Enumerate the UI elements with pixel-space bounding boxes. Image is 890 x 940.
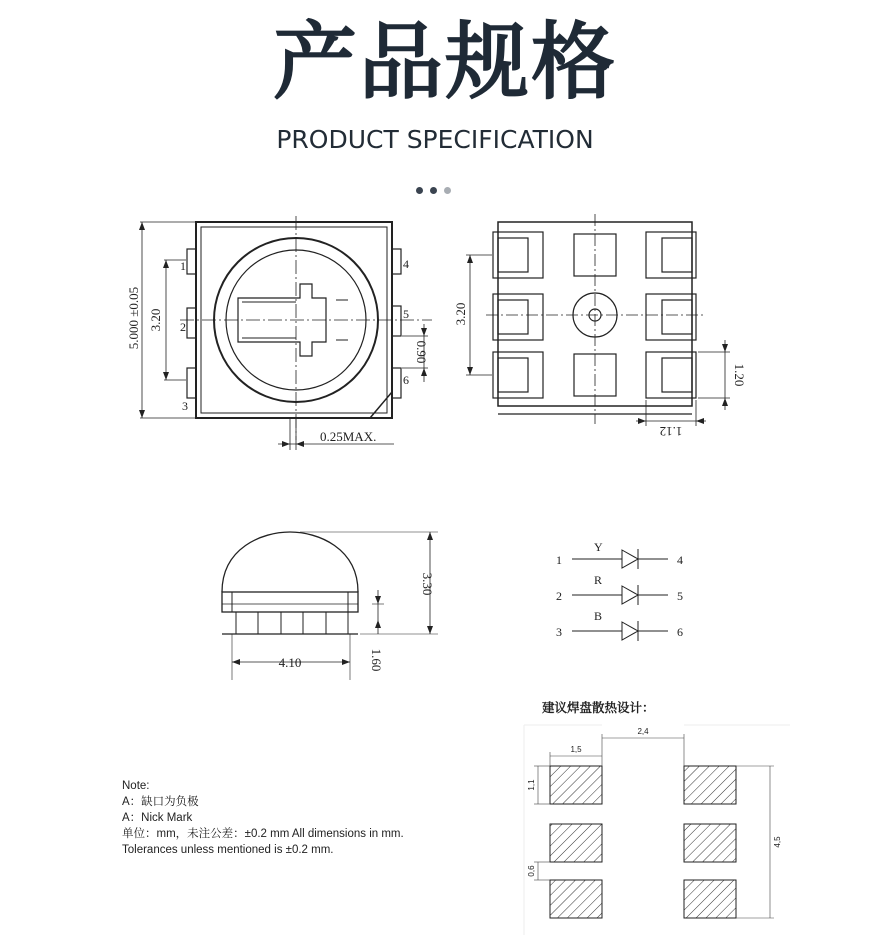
- page-title: 产品规格: [272, 13, 617, 111]
- pad: [493, 232, 543, 278]
- circuit-color: Y: [594, 540, 603, 554]
- note-line: A：Nick Mark: [122, 812, 193, 824]
- pin-pad: [392, 306, 401, 336]
- pin-number: 1: [180, 259, 186, 273]
- circuit-color: B: [594, 609, 603, 623]
- dim-pad-w: 1,5: [570, 745, 582, 754]
- dim-height: 5.000 ±0.05: [126, 286, 141, 350]
- dim-height: 3.30: [420, 572, 435, 596]
- pin-number: 3: [182, 399, 188, 413]
- pin-pad: [187, 308, 196, 338]
- pin-pad: [187, 368, 196, 398]
- pin-number: 2: [180, 320, 186, 334]
- side-view-labels: [279, 573, 435, 672]
- bottom-view: [466, 214, 730, 426]
- solder-pad: [550, 880, 602, 918]
- dim-total: 4,5: [773, 836, 782, 848]
- solder-pad: [684, 824, 736, 862]
- circuit-pin: 1: [556, 553, 562, 567]
- dim-base: 1.60: [369, 648, 384, 672]
- diode: [572, 621, 668, 641]
- pad: [646, 232, 696, 278]
- pad: [493, 352, 543, 398]
- side-view: [222, 532, 438, 680]
- circuit-pin: 2: [556, 589, 562, 603]
- pin-pad: [392, 368, 401, 398]
- circuit-pin: 5: [677, 589, 683, 603]
- lead: [281, 612, 303, 634]
- dim-gap: 2,4: [637, 727, 649, 736]
- circuit-pin: 3: [556, 625, 562, 639]
- page-subtitle: PRODUCT SPECIFICATION: [276, 125, 594, 154]
- pin-pad: [187, 249, 196, 274]
- dim-pad-h: 1.20: [732, 363, 747, 387]
- pad-design-title: 建议焊盘散热设计：: [542, 700, 655, 715]
- dim-pitch: 3.20: [453, 302, 468, 326]
- pin-number: 5: [403, 307, 409, 321]
- circuit-color: R: [594, 573, 603, 587]
- pin-pad: [392, 249, 401, 274]
- circuit-labels: [556, 540, 683, 639]
- notes: [122, 778, 404, 858]
- lead: [326, 612, 348, 634]
- note-line: 单位：mm，未注公差：±0.2 mm All dimensions in mm.: [122, 828, 404, 840]
- pin-number: 6: [403, 373, 409, 387]
- note-line: Note:: [122, 780, 150, 792]
- pin-number: 4: [403, 257, 409, 271]
- note-line: A：缺口为负极: [122, 796, 199, 808]
- dim-pin: 0.90: [414, 340, 429, 364]
- note-line: Tolerances unless mentioned is ±0.2 mm.: [122, 844, 334, 856]
- dim-offset: 0.25MAX.: [320, 429, 377, 444]
- lead: [236, 612, 258, 634]
- solder-pad: [550, 766, 602, 804]
- dim-pad-w: 1.12: [659, 424, 683, 439]
- dim-pad-h: 1,1: [527, 779, 536, 791]
- pad-layout: [550, 766, 736, 918]
- pad: [493, 294, 543, 340]
- circuit-pin: 6: [677, 625, 683, 639]
- solder-pad: [684, 766, 736, 804]
- solder-pad: [550, 824, 602, 862]
- dim-pitch: 3.20: [148, 308, 163, 332]
- top-view-labels: [126, 257, 429, 444]
- solder-pad: [684, 880, 736, 918]
- dim-space: 0,6: [527, 865, 536, 877]
- diode: [572, 549, 668, 569]
- pad: [646, 294, 696, 340]
- pad: [646, 352, 696, 398]
- dim-width: 4.10: [278, 655, 302, 670]
- circuit-diagram: [572, 549, 668, 641]
- circuit-pin: 4: [677, 553, 683, 567]
- diode: [572, 585, 668, 605]
